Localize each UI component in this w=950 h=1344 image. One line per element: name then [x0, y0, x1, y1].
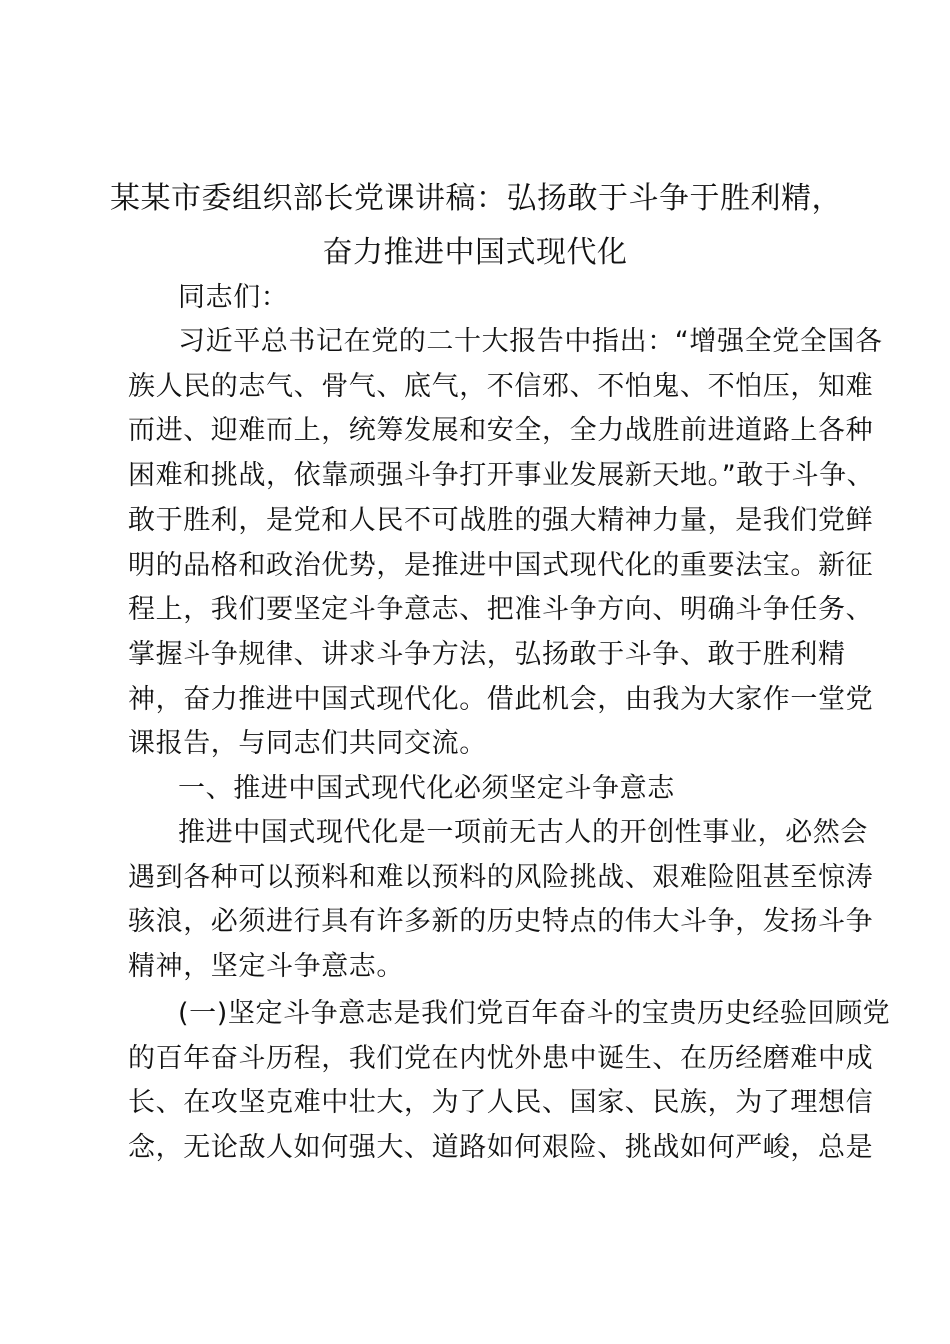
text-line: (一)坚定斗争意志是我们党百年奋斗的宝贵历史经验回顾党: [178, 998, 891, 1029]
text-line: 而进、迎难而上，统筹发展和安全，全力战胜前进道路上各种: [128, 415, 874, 447]
text-line: 推进中国式现代化是一项前无古人的开创性事业，必然会: [178, 817, 868, 848]
paragraph-subsection-1: [128, 992, 891, 1171]
greeting: [128, 276, 828, 321]
text-line: 长、在攻坚克难中壮大，为了人民、国家、民族，为了理想信: [128, 1087, 874, 1119]
paragraph-section-1: [128, 811, 874, 990]
text-line: 习近平总书记在党的二十大报告中指出：“增强全党全国各: [178, 326, 883, 357]
paragraph-intro: [128, 320, 883, 767]
section-heading-line: 一、推进中国式现代化必须坚定斗争意志: [178, 773, 675, 804]
text-line: 困难和挑战，依靠顽强斗争打开事业发展新天地。”敢于斗争、: [128, 460, 875, 492]
section-heading-1: [128, 767, 828, 812]
text-line: 明的品格和政治优势，是推进中国式现代化的重要法宝。新征: [128, 549, 874, 581]
text-line: 神，奋力推进中国式现代化。借此机会，由我为大家作一堂党: [128, 683, 874, 715]
text-line: 念，无论敌人如何强大、道路如何艰险、挑战如何严峻，总是: [128, 1132, 874, 1164]
title-line-1: 某某市委组织部长党课讲稿：弘扬敢于斗争于胜利精，: [110, 181, 842, 216]
text-line: 族人民的志气、骨气、底气，不信邪、不怕鬼、不怕压，知难: [128, 370, 874, 402]
text-line: 骇浪，必须进行具有许多新的历史特点的伟大斗争，发扬斗争: [128, 906, 874, 938]
text-line: 遇到各种可以预料和难以预料的风险挑战、艰难险阻甚至惊涛: [128, 861, 874, 893]
greeting-line: 同志们：: [178, 282, 289, 313]
text-line: 的百年奋斗历程，我们党在内忧外患中诞生、在历经磨难中成: [128, 1042, 874, 1074]
text-line: 敢于胜利，是党和人民不可战胜的强大精神力量，是我们党鲜: [128, 504, 874, 536]
text-line: 精神，坚定斗争意志。: [128, 951, 404, 983]
document-title: [110, 172, 840, 280]
title-line-2: 奋力推进中国式现代化: [322, 235, 628, 270]
text-line: 程上，我们要坚定斗争意志、把准斗争方向、明确斗争任务、: [128, 594, 874, 626]
text-line: 课报告，与同志们共同交流。: [128, 728, 487, 760]
text-line: 掌握斗争规律、讲求斗争方法，弘扬敢于斗争、敢于胜利精: [128, 638, 846, 670]
